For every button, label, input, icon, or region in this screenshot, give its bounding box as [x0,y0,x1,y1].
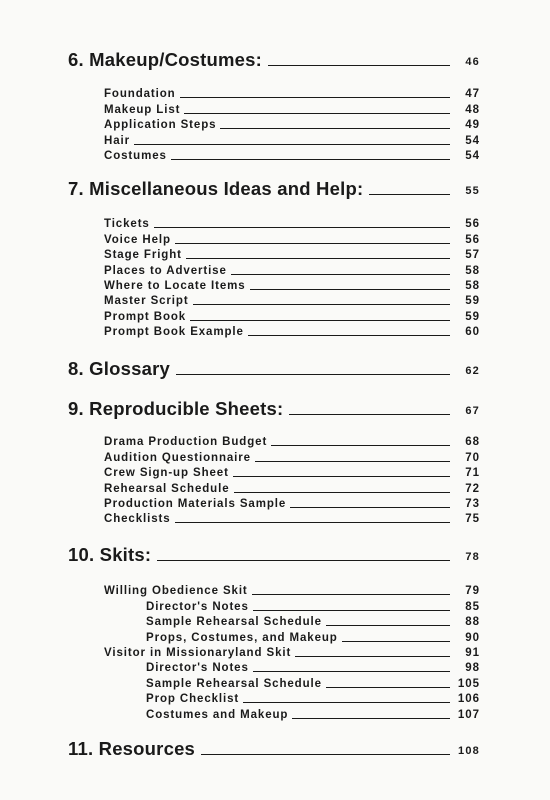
toc-entry[interactable] [104,480,480,495]
entry-page-number: 49 [465,119,480,132]
toc-entry[interactable] [104,132,480,147]
toc-entry[interactable] [146,614,480,629]
entry-label: Director's Notes [146,600,249,613]
entry-page-number: 70 [465,451,480,464]
toc-entry[interactable] [146,660,480,675]
section-heading[interactable] [68,356,480,380]
entry-page-number: 88 [465,616,480,629]
leader-line [268,65,450,66]
section-heading[interactable] [68,47,480,71]
entry-page-number: 54 [465,134,480,147]
leader-line [271,445,450,446]
leader-line [193,304,450,305]
entry-label: Makeup List [104,103,181,116]
section-title: 6. Makeup/Costumes: [68,49,262,70]
toc-entry[interactable] [146,598,480,613]
toc-entry[interactable] [104,293,480,308]
leader-line [186,258,450,259]
entry-label: Willing Obedience Skit [104,585,248,598]
section-page-number: 55 [465,185,480,197]
entry-label: Application Steps [104,119,217,132]
leader-line [134,144,450,145]
toc-entry[interactable] [104,247,480,262]
toc-entry[interactable] [104,278,480,293]
entry-page-number: 48 [465,103,480,116]
leader-line [220,128,450,129]
section-title: 9. Reproducible Sheets: [68,398,284,419]
toc-entry[interactable] [104,324,480,339]
entry-page-number: 105 [457,677,480,690]
entry-label: Places to Advertise [104,264,227,277]
toc-entry[interactable] [104,101,480,116]
leader-line [295,656,450,657]
entry-label: Hair [104,134,130,147]
leader-line [253,671,450,672]
leader-line [233,476,450,477]
toc-entry[interactable] [104,231,480,246]
entry-page-number: 54 [465,149,480,162]
section-heading[interactable] [68,396,480,420]
leader-line [369,194,450,195]
entry-page-number: 68 [465,436,480,449]
section-heading[interactable] [68,736,480,760]
entry-label: Where to Locate Items [104,279,246,292]
toc-entry[interactable] [146,706,480,721]
section-title: 10. Skits: [68,544,152,565]
entry-page-number: 47 [465,88,480,101]
entry-label: Prompt Book Example [104,326,244,339]
entry-label: Prompt Book [104,310,187,323]
section-title: 7. Miscellaneous Ideas and Help: [68,178,364,199]
entry-label: Props, Costumes, and Makeup [146,631,338,644]
entry-label: Prop Checklist [146,693,240,706]
leader-line [157,560,450,561]
entry-page-number: 90 [465,631,480,644]
section-page-number: 78 [465,551,480,563]
toc-entry[interactable] [104,511,480,526]
entry-label: Voice Help [104,233,171,246]
leader-line [243,702,450,703]
entry-page-number: 58 [465,279,480,292]
entry-label: Director's Notes [146,662,249,675]
entry-page-number: 107 [457,708,480,721]
toc-entry[interactable] [104,86,480,101]
toc-entry[interactable] [146,629,480,644]
section-page-number: 67 [465,405,480,417]
toc-entry[interactable] [104,645,480,660]
toc-entry[interactable] [104,496,480,511]
entry-page-number: 56 [465,218,480,231]
leader-line [326,625,450,626]
entry-label: Visitor in Missionaryland Skit [104,646,292,659]
toc-entry[interactable] [146,675,480,690]
leader-line [175,522,450,523]
leader-line [253,610,450,611]
leader-line [154,227,450,228]
leader-line [231,274,450,275]
leader-line [180,97,450,98]
entry-page-number: 56 [465,233,480,246]
section-title: 8. Glossary [68,358,170,379]
entry-page-number: 57 [465,249,480,262]
section-heading[interactable] [68,542,480,566]
entry-label: Audition Questionnaire [104,451,251,464]
toc-entry[interactable] [104,449,480,464]
leader-line [248,335,450,336]
entry-label: Costumes and Makeup [146,708,289,721]
entry-page-number: 98 [465,662,480,675]
entry-label: Tickets [104,218,150,231]
entry-label: Costumes [104,149,167,162]
section-page-number: 46 [465,56,480,68]
entry-page-number: 106 [457,693,480,706]
toc-entry[interactable] [104,583,480,598]
leader-line [292,718,450,719]
entry-label: Rehearsal Schedule [104,482,230,495]
entry-page-number: 91 [465,646,480,659]
toc-entry[interactable] [104,216,480,231]
leader-line [184,113,450,114]
toc-entry[interactable] [104,465,480,480]
entry-page-number: 75 [465,513,480,526]
toc-entry[interactable] [104,117,480,132]
entry-page-number: 60 [465,326,480,339]
entry-page-number: 79 [465,585,480,598]
leader-line [175,243,450,244]
entry-page-number: 59 [465,295,480,308]
entry-page-number: 71 [465,467,480,480]
leader-line [290,507,450,508]
entry-label: Production Materials Sample [104,497,287,510]
leader-line [171,159,450,160]
entry-label: Checklists [104,513,171,526]
toc-entry[interactable] [104,308,480,323]
section-page-number: 108 [458,745,480,757]
entry-page-number: 59 [465,310,480,323]
entry-page-number: 72 [465,482,480,495]
leader-line [250,289,450,290]
leader-line [176,374,450,375]
entry-label: Drama Production Budget [104,436,268,449]
leader-line [201,754,450,755]
toc-entry[interactable] [104,434,480,449]
leader-line [289,414,450,415]
entry-page-number: 73 [465,497,480,510]
entry-label: Crew Sign-up Sheet [104,467,229,480]
entry-label: Sample Rehearsal Schedule [146,677,322,690]
section-page-number: 62 [465,365,480,377]
leader-line [234,492,450,493]
entry-label: Foundation [104,88,176,101]
leader-line [342,641,450,642]
section-title: 11. Resources [68,738,196,759]
toc-entry[interactable] [146,691,480,706]
entry-page-number: 58 [465,264,480,277]
entry-label: Master Script [104,295,189,308]
section-heading[interactable] [68,176,480,200]
entry-label: Stage Fright [104,249,182,262]
leader-line [326,687,450,688]
toc-entry[interactable] [104,262,480,277]
entry-label: Sample Rehearsal Schedule [146,616,322,629]
leader-line [252,594,450,595]
toc-entry[interactable] [104,148,480,163]
leader-line [190,320,450,321]
entry-page-number: 85 [465,600,480,613]
leader-line [255,461,450,462]
